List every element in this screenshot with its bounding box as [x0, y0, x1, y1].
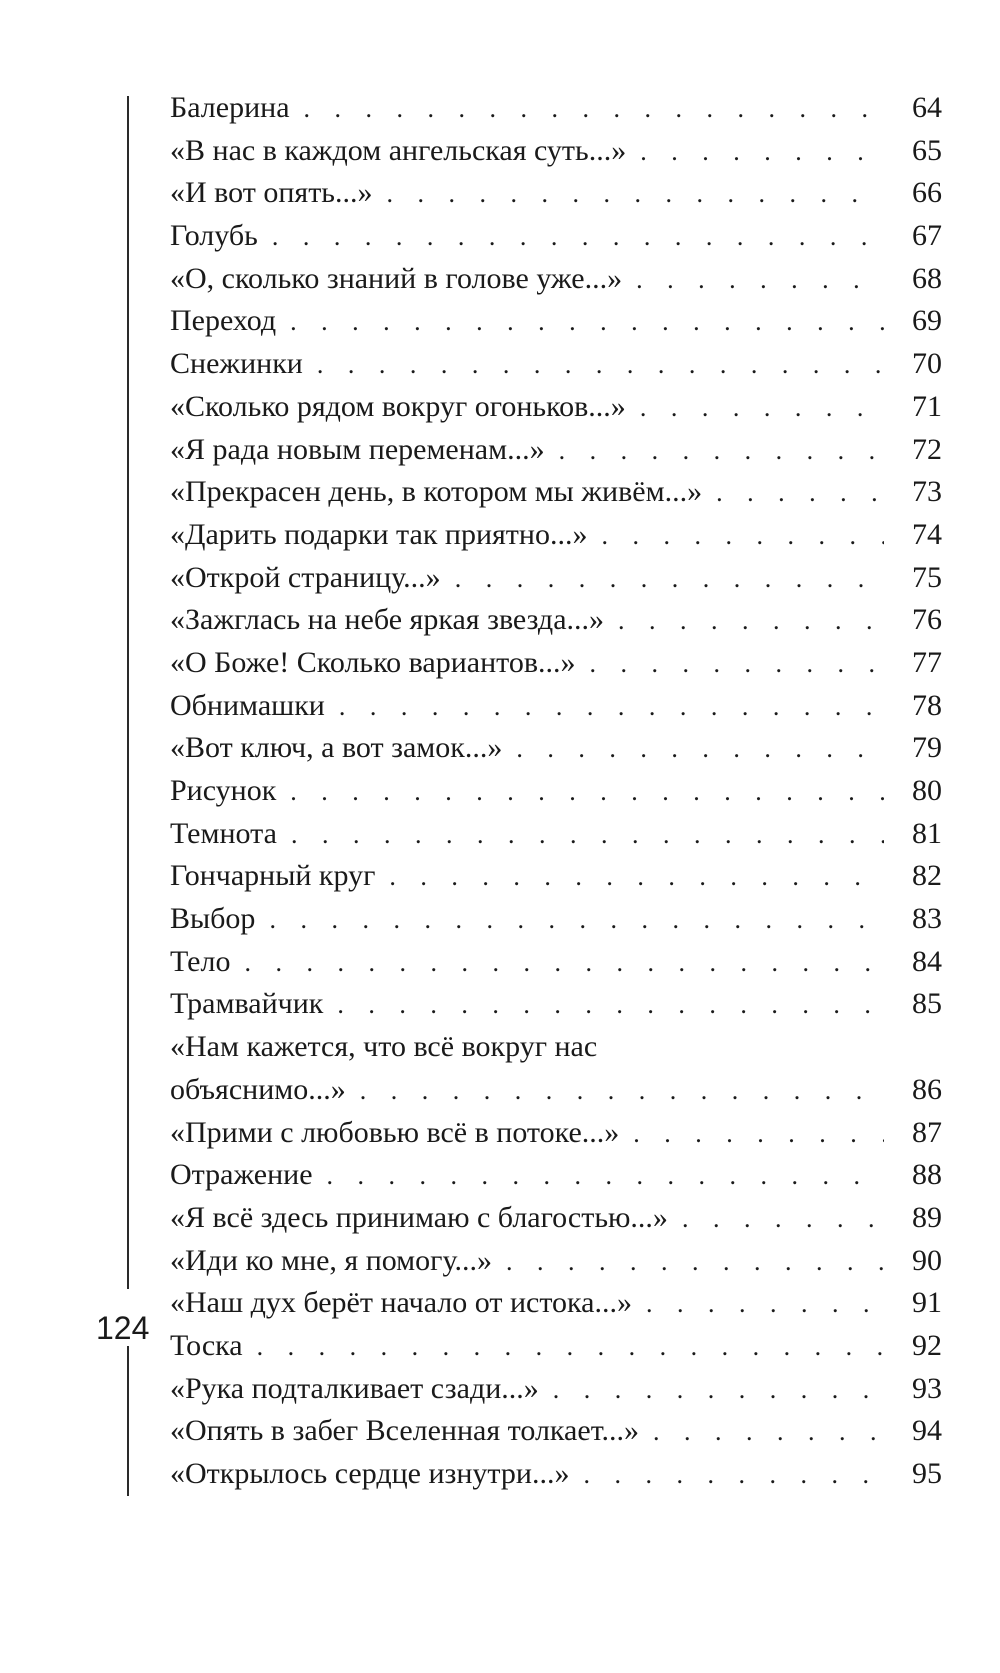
- toc-entry: [170, 172, 942, 215]
- dot-leader: [327, 1155, 884, 1198]
- dot-leader: [339, 686, 884, 729]
- toc-entry: [170, 258, 942, 301]
- dot-leader: [590, 643, 884, 686]
- toc-entry-title: «Прекрасен день, в котором мы живём...»: [170, 475, 703, 509]
- toc-entry: [170, 343, 942, 386]
- toc-entry-second-line: [170, 1069, 942, 1112]
- toc-entry: [170, 215, 942, 258]
- toc-entry-title: Тоска: [170, 1328, 243, 1362]
- dot-leader: [640, 131, 884, 174]
- toc-entry-page: 93: [912, 1371, 942, 1405]
- dot-leader: [516, 728, 884, 771]
- toc-entry-title: Темнота: [170, 816, 277, 850]
- toc-entry-page: 77: [912, 645, 942, 679]
- toc-entry-title: «Опять в забег Вселенная толкает...»: [170, 1414, 640, 1448]
- toc-entry-title: Выбор: [170, 902, 256, 936]
- dot-leader: [618, 600, 884, 643]
- dot-leader: [553, 1369, 884, 1412]
- toc-entry-page: 71: [912, 389, 942, 423]
- toc-entry-title: «И вот опять...»: [170, 176, 373, 210]
- toc-entry-title: «Я всё здесь принимаю с благостью...»: [170, 1200, 668, 1234]
- dot-leader: [337, 984, 884, 1027]
- toc-entry-page: 79: [912, 731, 942, 765]
- dot-leader: [583, 1454, 884, 1497]
- toc-entry: [170, 1368, 942, 1411]
- dot-leader: [304, 88, 884, 131]
- toc-entry-page: 73: [912, 475, 942, 509]
- toc-entry-title: «О Боже! Сколько вариантов...»: [170, 645, 576, 679]
- dot-leader: [646, 1283, 884, 1326]
- margin-rule-upper: [127, 96, 129, 1289]
- toc-entry-page: 80: [912, 774, 942, 807]
- toc-entry-title: «Прими с любовью всё в потоке...»: [170, 1115, 620, 1149]
- toc-entry: [170, 386, 942, 429]
- toc-entry-page: 92: [912, 1328, 942, 1362]
- table-of-contents: [170, 87, 942, 1496]
- toc-entry: [170, 983, 942, 1026]
- toc-entry-title: «Вот ключ, а вот замок...»: [170, 731, 503, 765]
- toc-entry-title: Отражение: [170, 1158, 313, 1192]
- toc-entry: [170, 855, 942, 898]
- toc-entry-page: 82: [912, 859, 942, 893]
- toc-entry-title: «Открылось сердце изнутри...»: [170, 1457, 570, 1490]
- toc-entry-title-line2: объяснимо...»: [170, 1072, 346, 1106]
- toc-entry-page: 83: [912, 902, 942, 936]
- toc-entry-title: «Зажглась на небе яркая звезда...»: [170, 603, 605, 637]
- toc-entry-page: 75: [912, 560, 942, 594]
- toc-entry-page: 64: [912, 91, 942, 124]
- toc-entry-page: 84: [912, 944, 942, 978]
- toc-entry-page: 78: [912, 688, 942, 722]
- toc-entry: [170, 471, 942, 514]
- dot-leader: [290, 301, 884, 344]
- toc-entry-title: «О, сколько знаний в голове уже...»: [170, 261, 623, 295]
- dot-leader: [640, 387, 884, 430]
- toc-entry: [170, 642, 942, 685]
- toc-entry: [170, 557, 942, 600]
- toc-entry-page: 86: [912, 1072, 942, 1106]
- dot-leader: [653, 1411, 884, 1454]
- toc-entry-title: «В нас в каждом ангельская суть...»: [170, 133, 627, 167]
- toc-entry: [170, 1154, 942, 1197]
- toc-entry-page: 65: [912, 133, 942, 167]
- toc-entry-title: «Рука подталкивает сзади...»: [170, 1371, 539, 1405]
- dot-leader: [636, 259, 884, 302]
- toc-entry: [170, 1453, 942, 1496]
- dot-leader: [455, 558, 884, 601]
- toc-entry-page: 91: [912, 1286, 942, 1320]
- toc-entry-page: 68: [912, 261, 942, 295]
- dot-leader: [387, 173, 885, 216]
- toc-entry-page: 89: [912, 1200, 942, 1234]
- margin-rule-lower: [127, 1346, 129, 1496]
- toc-entry-title: «Иди ко мне, я помогу...»: [170, 1243, 492, 1277]
- dot-leader: [682, 1198, 884, 1241]
- toc-entry: [170, 941, 942, 984]
- toc-entry-page: 95: [912, 1457, 942, 1490]
- toc-entry-title: «Открой страницу...»: [170, 560, 441, 594]
- toc-entry-title: Гончарный круг: [170, 859, 376, 893]
- toc-entry-page: 72: [912, 432, 942, 466]
- page-number: 124: [96, 1310, 150, 1346]
- dot-leader: [360, 1070, 884, 1113]
- toc-entry-title-line1: «Нам кажется, что всё вокруг нас: [170, 1030, 598, 1064]
- toc-entry: [170, 727, 942, 770]
- toc-entry-title: «Сколько рядом вокруг огоньков...»: [170, 389, 626, 423]
- toc-entry: [170, 599, 942, 642]
- toc-entry-page: 85: [912, 987, 942, 1021]
- dot-leader: [272, 216, 884, 259]
- dot-leader: [269, 899, 884, 942]
- toc-entry-page: 74: [912, 517, 942, 551]
- toc-entry-title: Обнимашки: [170, 688, 325, 722]
- toc-entry-page: 70: [912, 347, 942, 381]
- toc-entry-page: 76: [912, 603, 942, 637]
- toc-entry-title: «Я рада новым переменам...»: [170, 432, 545, 466]
- dot-leader: [506, 1241, 884, 1284]
- toc-entry: [170, 813, 942, 856]
- toc-entry: [170, 1026, 942, 1111]
- toc-entry: [170, 1282, 942, 1325]
- dot-leader: [559, 430, 884, 473]
- dot-leader: [601, 515, 884, 558]
- toc-entry-title: Голубь: [170, 219, 258, 253]
- dot-leader: [244, 942, 884, 985]
- toc-entry-title: «Дарить подарки так приятно...»: [170, 517, 588, 551]
- toc-entry-title: Тело: [170, 944, 231, 978]
- toc-entry-title: «Наш дух берёт начало от истока...»: [170, 1286, 632, 1320]
- toc-entry: [170, 1240, 942, 1283]
- toc-entry: [170, 898, 942, 941]
- toc-entry-title: Рисунок: [170, 774, 277, 807]
- dot-leader: [389, 856, 884, 899]
- dot-leader: [716, 472, 884, 515]
- toc-entry: [170, 130, 942, 173]
- toc-entry: [170, 429, 942, 472]
- toc-entry-page: 88: [912, 1158, 942, 1192]
- dot-leader: [317, 344, 884, 387]
- toc-entry-title: Балерина: [170, 91, 290, 124]
- toc-entry-title: Трамвайчик: [170, 987, 324, 1021]
- dot-leader: [291, 814, 884, 857]
- toc-entry-page: 81: [912, 816, 942, 850]
- toc-entry: [170, 87, 942, 130]
- dot-leader: [633, 1113, 884, 1156]
- toc-entry: [170, 514, 942, 557]
- toc-entry: [170, 1112, 942, 1155]
- toc-entry: [170, 1325, 942, 1368]
- toc-entry-title: Переход: [170, 304, 277, 338]
- toc-entry: [170, 1197, 942, 1240]
- toc-entry: [170, 1410, 942, 1453]
- toc-entry-page: 90: [912, 1243, 942, 1277]
- toc-entry-page: 66: [912, 176, 942, 210]
- toc-entry-page: 69: [912, 304, 942, 338]
- toc-entry-page: 87: [912, 1115, 942, 1149]
- toc-entry-page: 67: [912, 219, 942, 253]
- toc-entry: [170, 300, 942, 343]
- dot-leader: [257, 1326, 884, 1369]
- toc-entry-page: 94: [912, 1414, 942, 1448]
- toc-entry: [170, 685, 942, 728]
- dot-leader: [290, 771, 884, 814]
- toc-entry-title: Снежинки: [170, 347, 303, 381]
- toc-entry: [170, 770, 942, 813]
